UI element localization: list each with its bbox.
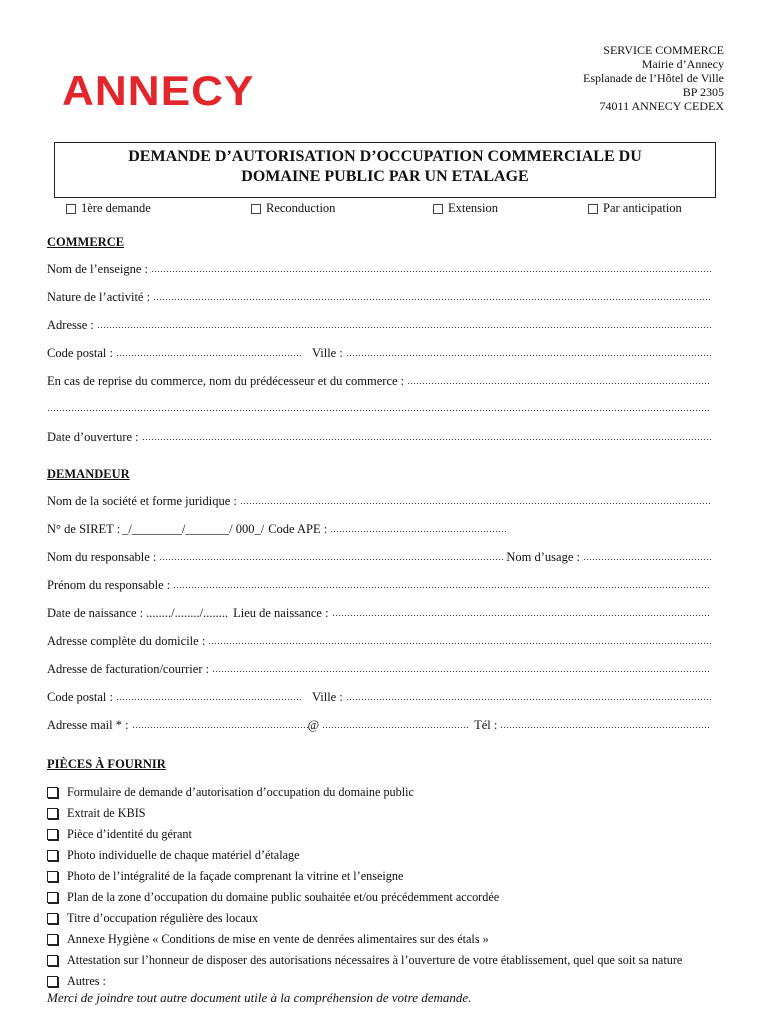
piece-label: Annexe Hygiène « Conditions de mise en vente de denrées alimentaires sur des étals »	[67, 932, 489, 946]
address-line: Esplanade de l’Hôtel de Ville	[582, 71, 724, 85]
piece-item[interactable]	[47, 950, 737, 971]
section-commerce-heading: COMMERCE	[47, 235, 125, 249]
field-label: Nom de la société et forme juridique :	[47, 494, 237, 508]
piece-item[interactable]	[47, 845, 737, 866]
checkbox-icon[interactable]	[47, 892, 58, 903]
field-activite[interactable]	[47, 290, 711, 306]
section-pieces-heading: PIÈCES À FOURNIR	[47, 757, 166, 771]
annecy-logo	[62, 67, 280, 114]
piece-label: Extrait de KBIS	[67, 806, 146, 820]
option-anticipation[interactable]	[588, 201, 682, 216]
field-label: Nom d’usage :	[506, 550, 580, 564]
address-line: BP 2305	[682, 85, 724, 99]
field-label: Code APE :	[268, 522, 328, 536]
checkbox-icon[interactable]	[47, 829, 58, 840]
field-facturation[interactable]	[47, 662, 711, 678]
piece-label: Formulaire de demande d’autorisation d’occupation du domaine public	[67, 785, 414, 799]
checkbox-icon[interactable]	[47, 934, 58, 945]
piece-label: Photo de l’intégralité de la façade comprenant la vitrine et l’enseigne	[67, 869, 404, 883]
fill-line[interactable]	[151, 263, 711, 273]
option-label: Par anticipation	[603, 201, 682, 215]
piece-label: Photo individuelle de chaque matériel d’étalage	[67, 848, 300, 862]
piece-label: Attestation sur l’honneur de disposer des autorisations nécessaires à l’ouverture de votre établissement, quel que soit sa nature	[67, 953, 683, 967]
field-siret-ape[interactable]	[47, 522, 711, 538]
field-societe[interactable]	[47, 494, 711, 510]
piece-item[interactable]	[47, 908, 737, 929]
field-label: Nom de l’enseigne :	[47, 262, 149, 276]
checkbox-icon[interactable]	[433, 204, 443, 214]
fill-line[interactable]	[240, 495, 711, 505]
address-line: SERVICE COMMERCE	[603, 43, 724, 57]
fill-line[interactable]	[173, 579, 711, 589]
checkbox-icon[interactable]	[47, 787, 58, 798]
field-naissance[interactable]	[47, 606, 711, 622]
field-label: Code postal :	[47, 346, 113, 360]
title-line-2: DOMAINE PUBLIC PAR UN ETALAGE	[241, 168, 529, 185]
form-title	[54, 142, 716, 198]
checkbox-icon[interactable]	[588, 204, 598, 214]
field-label: Adresse complète du domicile :	[47, 634, 206, 648]
piece-item[interactable]	[47, 803, 737, 824]
option-premiere-demande[interactable]	[66, 201, 151, 216]
field-label: Date d’ouverture :	[47, 430, 139, 444]
piece-label: Pièce d’identité du gérant	[67, 827, 192, 841]
piece-label: Titre d’occupation régulière des locaux	[67, 911, 259, 925]
option-label: Reconduction	[266, 201, 336, 215]
fill-line[interactable]	[47, 402, 711, 412]
address-line: Mairie d’Annecy	[641, 57, 724, 71]
field-label: Adresse :	[47, 318, 94, 332]
fill-line[interactable]	[330, 523, 506, 533]
fill-line[interactable]	[208, 635, 711, 645]
field-label: Date de naissance :	[47, 606, 144, 620]
fill-line[interactable]	[322, 719, 470, 729]
piece-item[interactable]	[47, 971, 737, 992]
field-label: Adresse mail * :	[47, 718, 129, 732]
piece-item[interactable]	[47, 929, 737, 950]
fill-line[interactable]	[132, 719, 308, 729]
logo-text: ANNECY	[62, 67, 255, 114]
field-domicile[interactable]	[47, 634, 711, 650]
fill-line[interactable]	[500, 719, 711, 729]
option-reconduction[interactable]	[251, 201, 335, 216]
field-prenom[interactable]	[47, 578, 711, 594]
field-label: Tél :	[474, 718, 498, 732]
address-line: 74011 ANNECY CEDEX	[599, 99, 724, 113]
fill-line[interactable]	[212, 663, 711, 673]
request-type-row	[0, 201, 770, 217]
field-label: En cas de reprise du commerce, nom du prédécesseur et du commerce :	[47, 374, 405, 388]
pieces-list	[47, 782, 737, 992]
section-demandeur-heading: DEMANDEUR	[47, 467, 130, 481]
fill-line[interactable]	[97, 319, 711, 329]
piece-label: Autres :	[67, 974, 106, 988]
footer-note: Merci de joindre tout autre document utile à la compréhension de votre demande.	[47, 990, 472, 1005]
fill-line[interactable]	[346, 347, 711, 357]
field-adresse[interactable]	[47, 318, 711, 334]
piece-item[interactable]	[47, 866, 737, 887]
checkbox-icon[interactable]	[47, 913, 58, 924]
fill-line[interactable]	[346, 691, 711, 701]
piece-label: Plan de la zone d’occupation du domaine public souhaitée et/ou précédemment accordée	[67, 890, 500, 904]
field-label: Ville :	[311, 690, 343, 704]
field-date-ouverture[interactable]	[47, 430, 711, 446]
checkbox-icon[interactable]	[47, 808, 58, 819]
checkbox-icon[interactable]	[47, 955, 58, 966]
field-enseigne[interactable]	[47, 262, 711, 278]
piece-item[interactable]	[47, 782, 737, 803]
field-demandeur-codepostal-ville[interactable]	[47, 690, 711, 706]
field-mail-tel[interactable]	[47, 718, 711, 734]
checkbox-icon[interactable]	[251, 204, 261, 214]
field-label: N° de SIRET :	[47, 522, 121, 536]
field-label: Ville :	[311, 346, 343, 360]
field-label: Adresse de facturation/courrier :	[47, 662, 210, 676]
field-responsable[interactable]	[47, 550, 711, 566]
option-extension[interactable]	[433, 201, 498, 216]
field-codepostal-ville[interactable]	[47, 346, 711, 362]
fill-line[interactable]	[159, 551, 504, 561]
field-reprise[interactable]	[47, 374, 711, 390]
fill-line[interactable]	[153, 291, 711, 301]
fill-line[interactable]	[407, 375, 711, 385]
fill-line[interactable]	[116, 691, 302, 701]
fill-line[interactable]	[116, 347, 302, 357]
option-label: 1ère demande	[81, 201, 151, 215]
piece-item[interactable]	[47, 824, 737, 845]
checkbox-icon[interactable]	[47, 976, 58, 987]
field-label: Prénom du responsable :	[47, 578, 171, 592]
option-label: Extension	[448, 201, 498, 215]
checkbox-icon[interactable]	[66, 204, 76, 214]
field-label: Lieu de naissance :	[233, 606, 329, 620]
service-address	[583, 43, 724, 113]
field-reprise-continued[interactable]	[47, 402, 711, 418]
at-sign: @	[307, 718, 320, 732]
title-line-1: DEMANDE D’AUTORISATION D’OCCUPATION COMMERCIALE DU	[128, 148, 642, 165]
siret-pattern[interactable]: _/________/_______/ 000_/	[122, 522, 265, 536]
field-label: Nature de l’activité :	[47, 290, 151, 304]
fill-line[interactable]	[583, 551, 711, 561]
field-label: Nom du responsable :	[47, 550, 157, 564]
checkbox-icon[interactable]	[47, 871, 58, 882]
field-label: Code postal :	[47, 690, 113, 704]
fill-line[interactable]	[332, 607, 711, 617]
checkbox-icon[interactable]	[47, 850, 58, 861]
fill-line[interactable]	[142, 431, 711, 441]
birth-date-pattern[interactable]: ......../......../........	[146, 606, 229, 620]
piece-item[interactable]	[47, 887, 737, 908]
